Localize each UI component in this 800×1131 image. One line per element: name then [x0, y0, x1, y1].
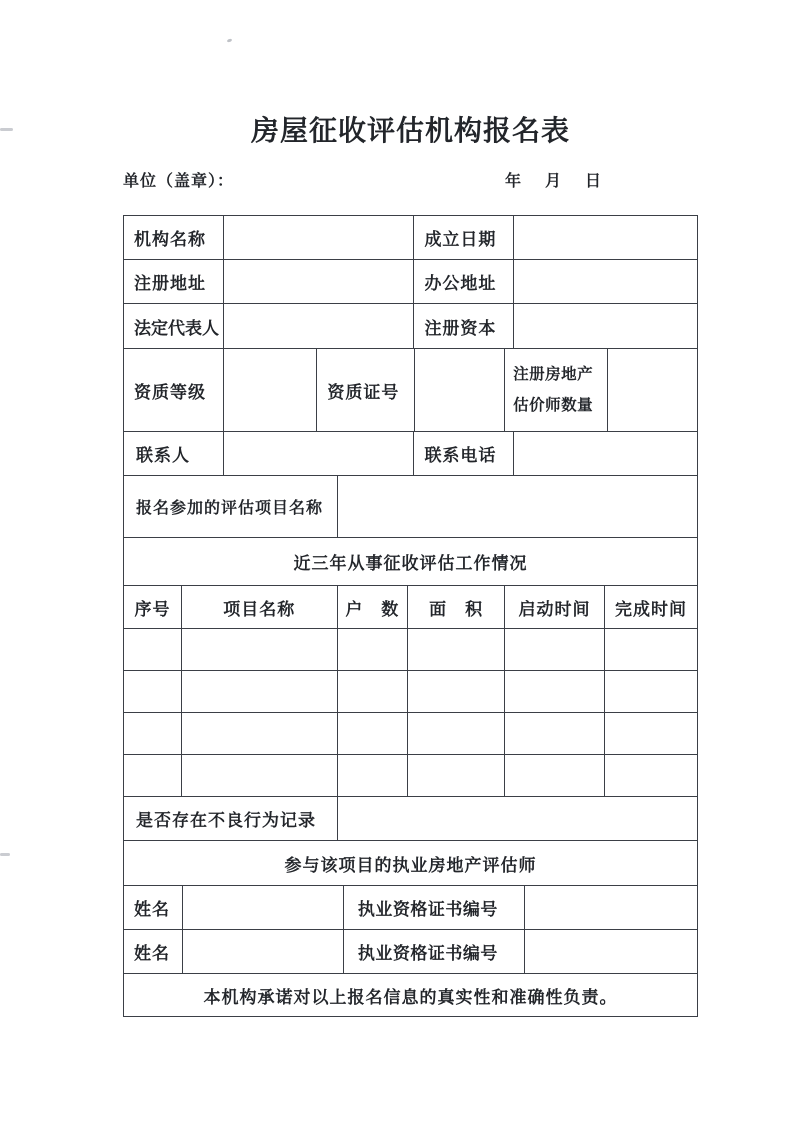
- table-row: [124, 841, 698, 886]
- qualification-cert-no-value-cell: [415, 349, 505, 432]
- participant-name-label: 姓名: [124, 886, 183, 930]
- scan-artifact-edge-mark: [0, 128, 13, 131]
- history-cell-empty: [505, 629, 605, 671]
- history-cell-empty: [338, 671, 409, 713]
- history-cell-empty: [408, 629, 505, 671]
- registered-capital-value-cell: [514, 304, 698, 349]
- history-cell-empty: [124, 629, 182, 671]
- unit-seal-label: 单位（盖章）：: [123, 173, 235, 190]
- table-row: [124, 974, 698, 1017]
- column-header-area: 面 积: [408, 586, 505, 629]
- registered-appraiser-count-label-line2: 估价师数量: [513, 396, 594, 414]
- history-empty-row: [124, 671, 698, 713]
- history-empty-row: [124, 713, 698, 755]
- org-name-value-cell: [224, 216, 415, 260]
- participant-cert-no-label: 执业资格证书编号: [344, 930, 525, 974]
- history-cell-empty: [505, 755, 605, 797]
- participant-name-label: 姓名: [124, 930, 183, 974]
- qualification-level-label: 资质等级: [124, 349, 224, 432]
- history-cell-empty: [605, 713, 698, 755]
- org-name-label: 机构名称: [124, 216, 224, 260]
- history-cell-empty: [408, 755, 505, 797]
- column-header-seq: 序号: [124, 586, 182, 629]
- history-cell-empty: [338, 629, 409, 671]
- column-header-households: 户 数: [338, 586, 409, 629]
- history-cell-empty: [408, 713, 505, 755]
- history-cell-empty: [124, 755, 182, 797]
- table-row: [124, 797, 698, 841]
- table-row: [124, 476, 698, 538]
- qualification-cert-no-label: 资质证号: [317, 349, 415, 432]
- registered-appraiser-count-value-cell: [608, 349, 698, 432]
- participant-name-value-cell: [183, 930, 344, 974]
- registered-address-label: 注册地址: [124, 260, 224, 304]
- legal-representative-value-cell: [224, 304, 415, 349]
- establish-date-value-cell: [514, 216, 698, 260]
- history-cell-empty: [124, 713, 182, 755]
- column-header-start-time: 启动时间: [505, 586, 605, 629]
- column-header-project-name: 项目名称: [182, 586, 338, 629]
- history-cell-empty: [182, 755, 338, 797]
- participant-row: [124, 930, 698, 974]
- participant-name-value-cell: [183, 886, 344, 930]
- bad-record-label: 是否存在不良行为记录: [124, 797, 338, 841]
- table-row: [124, 538, 698, 586]
- history-cell-empty: [605, 629, 698, 671]
- applied-project-value-cell: [338, 476, 698, 538]
- participant-cert-no-value-cell: [525, 886, 698, 930]
- applied-project-label: 报名参加的评估项目名称: [124, 476, 338, 538]
- table-row: [124, 216, 698, 260]
- table-row: [124, 349, 698, 432]
- history-cell-empty: [505, 713, 605, 755]
- history-cell-empty: [605, 671, 698, 713]
- participants-section-title: 参与该项目的执业房地产评估师: [124, 841, 698, 886]
- history-section-title: 近三年从事征收评估工作情况: [124, 538, 698, 586]
- registered-appraiser-count-label: [505, 349, 608, 432]
- history-empty-row: [124, 629, 698, 671]
- participant-cert-no-label: 执业资格证书编号: [344, 886, 525, 930]
- office-address-label: 办公地址: [414, 260, 514, 304]
- history-cell-empty: [182, 671, 338, 713]
- history-cell-empty: [124, 671, 182, 713]
- qualification-level-value-cell: [224, 349, 318, 432]
- contact-person-label: 联系人: [124, 432, 224, 476]
- scan-artifact-dot: [227, 38, 233, 43]
- registered-appraiser-count-label-line1: 注册房地产: [513, 366, 594, 383]
- contact-person-value-cell: [224, 432, 415, 476]
- participant-cert-no-value-cell: [525, 930, 698, 974]
- pledge-statement: 本机构承诺对以上报名信息的真实性和准确性负责。: [124, 974, 698, 1017]
- column-header-finish-time: 完成时间: [605, 586, 698, 629]
- registered-address-value-cell: [224, 260, 415, 304]
- contact-phone-label: 联系电话: [414, 432, 514, 476]
- history-cell-empty: [408, 671, 505, 713]
- legal-representative-label: 法定代表人: [124, 304, 224, 349]
- history-header-row: [124, 586, 698, 629]
- table-row: [124, 432, 698, 476]
- history-cell-empty: [338, 755, 409, 797]
- history-cell-empty: [338, 713, 409, 755]
- contact-phone-value-cell: [514, 432, 698, 476]
- registered-capital-label: 注册资本: [414, 304, 514, 349]
- history-cell-empty: [182, 713, 338, 755]
- scan-artifact-edge-mark: [0, 853, 10, 856]
- participant-row: [124, 886, 698, 930]
- office-address-value-cell: [514, 260, 698, 304]
- date-line: 年 月 日: [505, 173, 606, 190]
- registration-form-table: [123, 215, 698, 1017]
- bad-record-value-cell: [338, 797, 698, 841]
- history-cell-empty: [505, 671, 605, 713]
- table-row: [124, 260, 698, 304]
- history-cell-empty: [605, 755, 698, 797]
- history-empty-row: [124, 755, 698, 797]
- history-cell-empty: [182, 629, 338, 671]
- establish-date-label: 成立日期: [414, 216, 514, 260]
- table-row: [124, 304, 698, 349]
- page-title: 房屋征收评估机构报名表: [250, 115, 570, 146]
